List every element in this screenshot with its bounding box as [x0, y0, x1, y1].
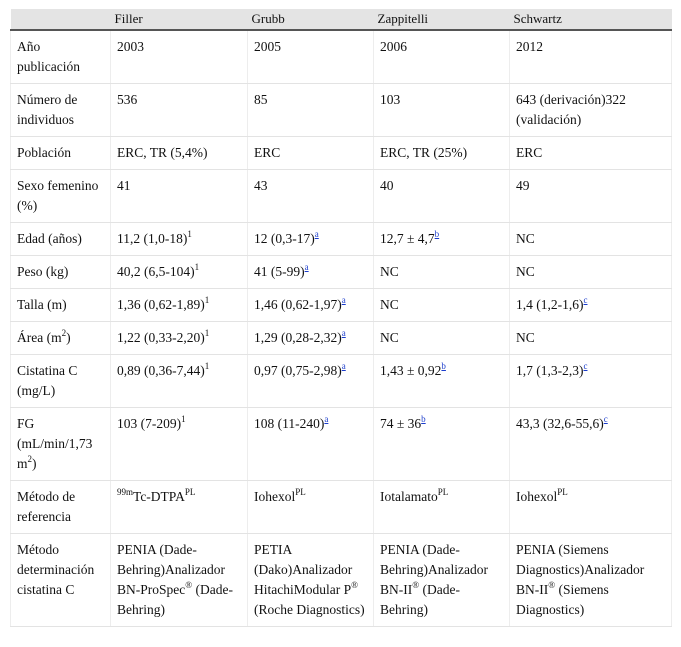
cell-text: 103: [380, 92, 401, 107]
cell-text: 2006: [380, 39, 407, 54]
table-header-row: [11, 9, 672, 30]
comparison-table-container: [10, 9, 671, 627]
superscript: PL: [295, 486, 306, 497]
cell-text: Número de individuos: [17, 92, 78, 127]
cell-text: 43,3 (32,6-55,6): [516, 416, 604, 431]
cell-text: 12 (0,3-17): [254, 231, 315, 246]
cell-text: Año publicación: [17, 39, 80, 74]
footnote-ref: [584, 295, 588, 305]
table-cell: [510, 481, 672, 534]
cell-text: 1,29 (0,28-2,32): [254, 330, 342, 345]
comparison-table: [10, 9, 672, 627]
footnote-ref: [324, 414, 328, 424]
table-cell: [248, 355, 374, 408]
cell-text: Área (m: [17, 330, 62, 345]
cell-text: Edad (años): [17, 231, 82, 246]
table-row: [11, 289, 672, 322]
row-label: [11, 408, 111, 481]
cell-text: (Dade-Behring): [117, 582, 233, 617]
cell-text: FG (mL/min/1,73 m: [17, 416, 93, 471]
table-cell: [111, 481, 248, 534]
cell-text: ERC, TR (25%): [380, 145, 468, 160]
footnote-link[interactable]: b: [434, 228, 440, 239]
table-cell: [374, 481, 510, 534]
row-label: [11, 170, 111, 223]
cell-text: 643 (derivación)322 (validación): [516, 92, 626, 127]
footnote-link[interactable]: a: [314, 228, 319, 239]
table-cell: [111, 256, 248, 289]
table-row: [11, 137, 672, 170]
column-header: Grubb: [248, 9, 374, 30]
table-cell: [510, 30, 672, 84]
superscript: 2: [27, 453, 33, 464]
cell-text: 1,46 (0,62-1,97): [254, 297, 342, 312]
cell-text: ERC, TR (5,4%): [117, 145, 208, 160]
table-cell: [248, 223, 374, 256]
footnote-ref: [305, 262, 309, 272]
footnote-link[interactable]: c: [603, 413, 608, 424]
table-cell: [374, 355, 510, 408]
table-row: [11, 256, 672, 289]
footnote-ref: [441, 361, 446, 371]
table-cell: [510, 256, 672, 289]
footnote-ref: [315, 229, 319, 239]
footnote-link[interactable]: a: [304, 261, 309, 272]
table-cell: [248, 408, 374, 481]
table-cell: [510, 170, 672, 223]
cell-text: 40: [380, 178, 394, 193]
table-cell: [248, 256, 374, 289]
cell-text: 536: [117, 92, 138, 107]
cell-text: 49: [516, 178, 530, 193]
table-cell: [510, 223, 672, 256]
cell-text: NC: [516, 330, 535, 345]
table-cell: [510, 355, 672, 408]
cell-text: 0,97 (0,75-2,98): [254, 363, 342, 378]
cell-text: 41 (5-99): [254, 264, 305, 279]
table-cell: [111, 408, 248, 481]
table-cell: [111, 322, 248, 355]
cell-text: Talla (m): [17, 297, 67, 312]
cell-text: PENIA (Dade-Behring)Analizador BN-ProSpec: [117, 542, 225, 597]
superscript: 1: [187, 228, 192, 239]
cell-text: Iotalamato: [380, 489, 438, 504]
superscript: PL: [437, 486, 449, 497]
cell-text: Cistatina C (mg/L): [17, 363, 78, 398]
cell-text: 2005: [254, 39, 281, 54]
footnote-link[interactable]: c: [583, 360, 588, 371]
cell-text: 85: [254, 92, 268, 107]
cell-text: 11,2 (1,0-18): [117, 231, 188, 246]
row-label: [11, 256, 111, 289]
cell-text: ): [32, 456, 37, 471]
column-header: Zappitelli: [374, 9, 510, 30]
cell-text: Tc-DTPA: [133, 489, 185, 504]
table-cell: [248, 534, 374, 627]
table-row: [11, 223, 672, 256]
footnote-ref: [421, 414, 426, 424]
footnote-link[interactable]: a: [341, 294, 346, 305]
cell-text: NC: [516, 264, 535, 279]
table-row: [11, 170, 672, 223]
footnote-ref: [342, 361, 346, 371]
cell-text: 40,2 (6,5-104): [117, 264, 195, 279]
superscript: ®: [185, 579, 193, 590]
table-cell: [248, 30, 374, 84]
cell-text: 103 (7-209): [117, 416, 182, 431]
footnote-ref: [584, 361, 588, 371]
footnote-ref: [342, 295, 346, 305]
cell-text: PENIA (Siemens Diagnostics)Analizador BN-II: [516, 542, 645, 597]
table-cell: [374, 289, 510, 322]
table-cell: [510, 408, 672, 481]
table-cell: [374, 322, 510, 355]
cell-text: ERC: [516, 145, 543, 160]
footnote-link[interactable]: a: [341, 360, 346, 371]
footnote-ref: [435, 229, 440, 239]
superscript: PL: [557, 486, 568, 497]
table-cell: [111, 30, 248, 84]
table-cell: [510, 289, 672, 322]
table-row: [11, 408, 672, 481]
cell-text: NC: [380, 264, 399, 279]
cell-text: 1,36 (0,62-1,89): [117, 297, 205, 312]
table-cell: [248, 289, 374, 322]
superscript: 1: [181, 413, 186, 424]
table-cell: [374, 137, 510, 170]
cell-text: Método determinación cistatina C: [17, 542, 95, 597]
cell-text: 12,7 ± 4,7: [380, 231, 435, 246]
superscript: 99m: [117, 486, 134, 497]
footnote-ref: [342, 328, 346, 338]
table-row: [11, 481, 672, 534]
cell-text: 2003: [117, 39, 144, 54]
cell-text: Iohexol: [254, 489, 296, 504]
superscript: 1: [204, 327, 210, 338]
cell-text: PENIA (Dade-Behring)Analizador BN-II: [380, 542, 488, 597]
cell-text: Población: [17, 145, 71, 160]
row-label: [11, 30, 111, 84]
cell-text: 1,7 (1,3-2,3): [516, 363, 584, 378]
superscript: 1: [204, 294, 210, 305]
row-label: [11, 137, 111, 170]
cell-text: (Roche Diagnostics): [254, 602, 365, 617]
table-row: [11, 355, 672, 408]
superscript: ®: [548, 579, 556, 590]
table-cell: [111, 534, 248, 627]
row-label: [11, 534, 111, 627]
row-label: [11, 223, 111, 256]
cell-text: 74 ± 36: [380, 416, 422, 431]
row-label: [11, 84, 111, 137]
table-cell: [510, 322, 672, 355]
table-row: [11, 30, 672, 84]
cell-text: 108 (11-240): [254, 416, 325, 431]
cell-text: ERC: [254, 145, 281, 160]
table-cell: [111, 355, 248, 408]
row-label: [11, 289, 111, 322]
superscript: ®: [351, 579, 358, 590]
table-cell: [374, 30, 510, 84]
table-cell: [374, 84, 510, 137]
row-label: [11, 355, 111, 408]
cell-text: Peso (kg): [17, 264, 69, 279]
table-cell: [111, 170, 248, 223]
table-cell: [510, 534, 672, 627]
row-label: [11, 322, 111, 355]
cell-text: (Siemens Diagnostics): [516, 582, 609, 617]
cell-text: NC: [380, 330, 399, 345]
cell-text: Iohexol: [516, 489, 558, 504]
table-cell: [111, 84, 248, 137]
footnote-link[interactable]: c: [583, 294, 588, 305]
cell-text: NC: [516, 231, 535, 246]
table-cell: [111, 289, 248, 322]
table-cell: [111, 137, 248, 170]
cell-text: Método de referencia: [17, 489, 76, 524]
cell-text: ): [66, 330, 71, 345]
superscript: ®: [412, 579, 420, 590]
header-corner: [11, 9, 111, 30]
table-row: [11, 84, 672, 137]
cell-text: 43: [254, 178, 268, 193]
table-cell: [248, 170, 374, 223]
table-row: [11, 534, 672, 627]
cell-text: 1,22 (0,33-2,20): [117, 330, 205, 345]
cell-text: 41: [117, 178, 131, 193]
table-cell: [248, 322, 374, 355]
table-cell: [374, 408, 510, 481]
table-cell: [248, 137, 374, 170]
table-cell: [374, 256, 510, 289]
cell-text: Sexo femenino (%): [17, 178, 99, 213]
row-label: [11, 481, 111, 534]
table-cell: [248, 481, 374, 534]
cell-text: 2012: [516, 39, 543, 54]
table-cell: [510, 84, 672, 137]
column-header: Schwartz: [510, 9, 672, 30]
table-cell: [374, 534, 510, 627]
cell-text: 0,89 (0,36-7,44): [117, 363, 205, 378]
table-row: [11, 322, 672, 355]
table-body: [11, 30, 672, 627]
footnote-link[interactable]: b: [421, 413, 426, 424]
table-cell: [374, 170, 510, 223]
footnote-link[interactable]: b: [441, 360, 446, 371]
table-cell: [248, 84, 374, 137]
footnote-link[interactable]: a: [324, 413, 329, 424]
cell-text: NC: [380, 297, 399, 312]
superscript: PL: [184, 486, 196, 497]
cell-text: 1,43 ± 0,92: [380, 363, 442, 378]
column-header: Filler: [111, 9, 248, 30]
footnote-ref: [604, 414, 608, 424]
cell-text: (Dade-Behring): [380, 582, 460, 617]
footnote-link[interactable]: a: [341, 327, 346, 338]
cell-text: PETIA (Dako)Analizador HitachiModular P: [254, 542, 353, 597]
table-cell: [374, 223, 510, 256]
superscript: 1: [204, 360, 210, 371]
table-cell: [510, 137, 672, 170]
superscript: 2: [61, 327, 67, 338]
table-cell: [111, 223, 248, 256]
cell-text: 1,4 (1,2-1,6): [516, 297, 584, 312]
superscript: 1: [194, 261, 200, 272]
